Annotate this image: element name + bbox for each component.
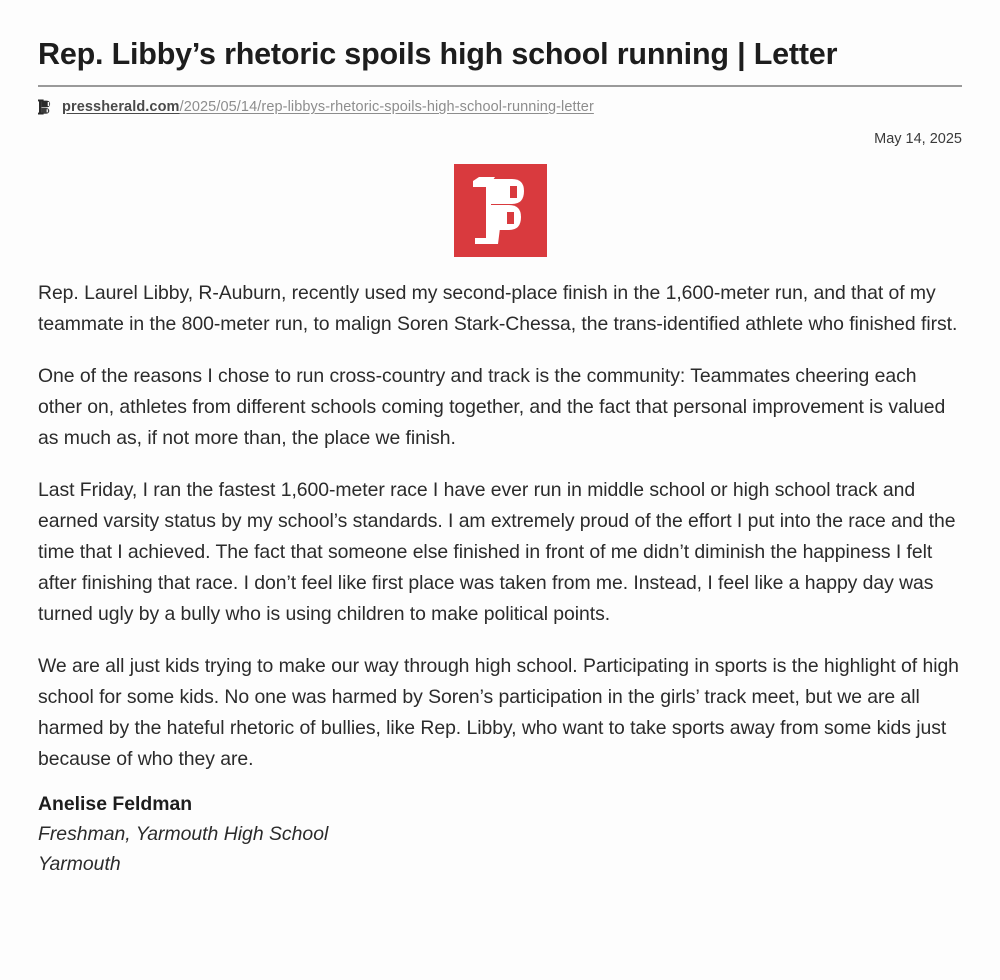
source-url[interactable] — [62, 99, 594, 115]
logo-container — [38, 164, 962, 257]
pressherald-favicon-icon — [38, 98, 53, 116]
paragraph-4: We are all just kids trying to make our way through high school. Participating in sports is the highlight of high school for some kids. No one was harmed by Soren’s participation in the girls’ track meet, but we are all harmed by the hateful rhetoric of bullies, like Rep. Libby, who want to take sports away from some kids just because of who they are. — [38, 655, 959, 771]
paragraph-2: One of the reasons I chose to run cross-country and track is the community: Teammates cheering each other on, athletes from different schools coming together, and the fact that personal improvement is valued as much as, if not more than, the place we finish. — [38, 365, 946, 450]
source-path[interactable]: /2025/05/14/rep-libbys-rhetoric-spoils-high-school-running-letter — [179, 99, 594, 116]
source-domain[interactable]: pressherald.com — [62, 99, 180, 116]
page-title: Rep. Libby’s rhetoric spoils high school running | Letter — [38, 37, 838, 71]
signature-name: Anelise Feldman — [38, 793, 193, 816]
paragraph-3: Last Friday, I ran the fastest 1,600-meter race I have ever run in middle school or high school track and earned varsity status by my school’s standards. I am extremely proud of the effort I put into the race and the time that I achieved. The fact that someone else finished in front of me didn’t diminish the happiness I felt after finishing that race. I don’t feel like first place was taken from me. Instead, I feel like a happy day was turned ugly by a bully who is using children to make political points. — [38, 479, 956, 626]
article-body — [38, 278, 962, 775]
source-link-row[interactable] — [38, 97, 962, 117]
signature-role: Freshman, Yarmouth High School — [38, 823, 329, 846]
header-divider — [38, 85, 962, 87]
pressherald-logo — [454, 164, 547, 257]
paragraph-1: Rep. Laurel Libby, R-Auburn, recently used my second-place finish in the 1,600-meter run, and that of my teammate in the 800-meter run, to malign Soren Stark-Chessa, the trans-identified athlete who finished first. — [38, 282, 958, 336]
publish-date: May 14, 2025 — [874, 131, 962, 148]
signature-location: Yarmouth — [38, 853, 121, 876]
signature-block — [38, 790, 962, 879]
